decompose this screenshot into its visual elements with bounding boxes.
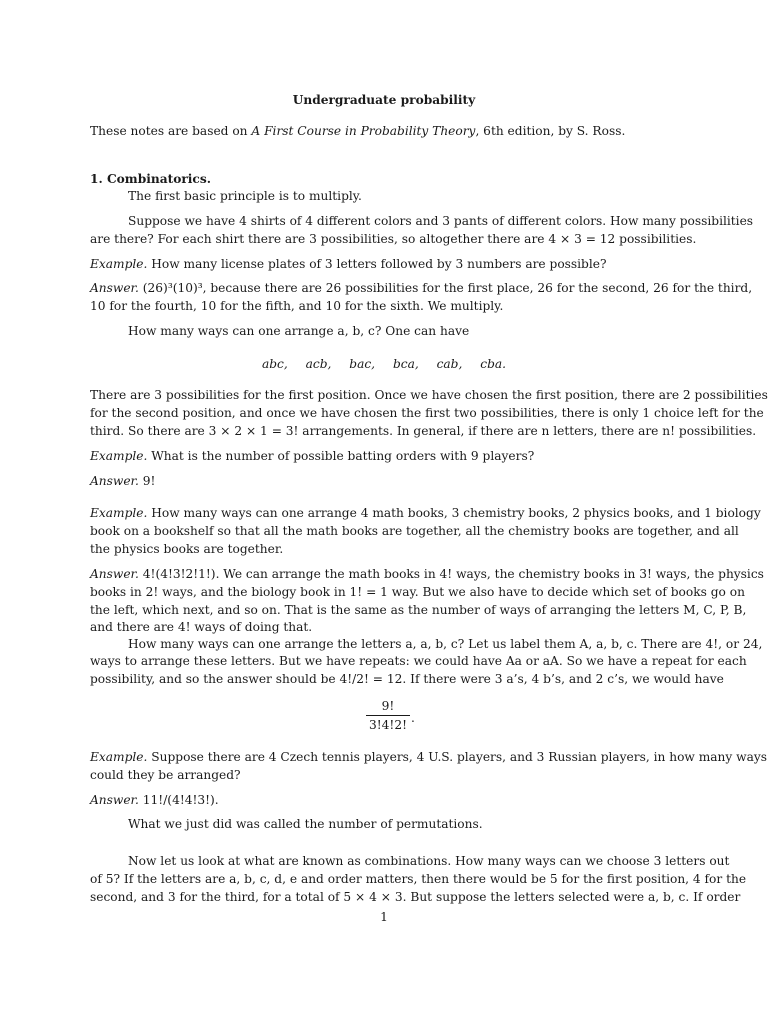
intro-line xyxy=(90,122,680,140)
paragraph-line: could they be arranged? xyxy=(90,768,241,782)
example-label: Example. xyxy=(90,257,148,271)
permutation-item: abc, xyxy=(261,357,288,371)
answer-text: 4!(4!3!2!1!). We can arrange the math books in 4! ways, the chemistry books in 3! ways, the physics xyxy=(138,567,764,581)
permutation-item: bca, xyxy=(392,357,419,371)
intro-before: These notes are based on xyxy=(90,124,252,138)
page-number: 1 xyxy=(380,910,388,924)
fraction xyxy=(366,698,410,733)
permutation-item: acb, xyxy=(305,357,332,371)
paragraph-line: How many ways can one arrange the letters a, a, b, c? Let us label them A, a, b, c. There are 4!, or 24, xyxy=(128,637,763,651)
paragraph-line: The first basic principle is to multiply. xyxy=(128,189,362,203)
paragraph-line: Now let us look at what are known as combinations. How many ways can we choose 3 letters out xyxy=(128,854,730,868)
example-text: What is the number of possible batting orders with 9 players? xyxy=(147,449,535,463)
answer-line xyxy=(90,791,680,809)
paragraph-line: and there are 4! ways of doing that. xyxy=(90,620,313,634)
example-line xyxy=(90,748,767,766)
example-label: Example. xyxy=(90,750,148,764)
fraction-numerator: 9! xyxy=(381,699,395,713)
permutation-item: bac, xyxy=(349,357,376,371)
answer-line xyxy=(90,565,764,583)
intro-after: , 6th edition, by S. Ross. xyxy=(475,124,626,138)
answer-label: Answer. xyxy=(90,793,139,807)
answer-text: 11!/(4!4!3!). xyxy=(138,793,219,807)
paragraph-line: possibility, and so the answer should be 4!/2! = 12. If there were 3 a’s, 4 b’s, and 2 c’s, we would have xyxy=(90,672,724,686)
paragraph-line: are there? For each shirt there are 3 possibilities, so altogether there are 4 × 3 = 12 possibilities. xyxy=(90,232,697,246)
permutation-item: cab, xyxy=(436,357,463,371)
paragraph-line: Suppose we have 4 shirts of 4 different colors and 3 pants of different colors. How many possibilities xyxy=(128,214,754,228)
paragraph-line: second, and 3 for the third, for a total of 5 × 4 × 3. But suppose the letters selected were a, b, c. If order xyxy=(90,890,741,904)
example-text: How many ways can one arrange 4 math books, 3 chemistry books, 2 physics books, and 1 biology xyxy=(147,506,761,520)
example-label: Example. xyxy=(90,449,148,463)
answer-text: 9! xyxy=(138,474,156,488)
answer-text: (26)³(10)³, because there are 26 possibilities for the first place, 26 for the second, 26 for the third, xyxy=(138,281,753,295)
example-line xyxy=(90,447,680,465)
paragraph-line: book on a bookshelf so that all the math books are together, all the chemistry books are together, and all xyxy=(90,524,739,538)
answer-label: Answer. xyxy=(90,281,139,295)
paragraph-line: What we just did was called the number of permutations. xyxy=(128,817,483,831)
paragraph-line: ways to arrange these letters. But we have repeats: we could have Aa or aA. So we have a repeat for each xyxy=(90,654,747,668)
permutation-list xyxy=(0,355,768,373)
example-label: Example. xyxy=(90,506,148,520)
paragraph-line: the left, which next, and so on. That is the same as the number of ways of arranging the letters M, C, P, B, xyxy=(90,603,747,617)
answer-line xyxy=(90,472,680,490)
answer-label: Answer. xyxy=(90,567,139,581)
permutation-item: cba. xyxy=(480,357,507,371)
paragraph-line: books in 2! ways, and the biology book in 1! = 1 way. But we also have to decide which set of books go on xyxy=(90,585,745,599)
example-text: How many license plates of 3 letters followed by 3 numbers are possible? xyxy=(147,257,607,271)
section-heading: 1. Combinatorics. xyxy=(90,172,211,186)
example-line xyxy=(90,504,761,522)
answer-label: Answer. xyxy=(90,474,139,488)
fraction-bar xyxy=(366,715,410,716)
example-text: Suppose there are 4 Czech tennis players, 4 U.S. players, and 3 Russian players, in how many ways xyxy=(147,750,767,764)
paragraph-line: 10 for the fourth, 10 for the fifth, and 10 for the sixth. We multiply. xyxy=(90,299,504,313)
fraction-period: . xyxy=(411,711,415,725)
paragraph-line: the physics books are together. xyxy=(90,542,284,556)
page-title: Undergraduate probability xyxy=(292,93,476,107)
paragraph-line: of 5? If the letters are a, b, c, d, e and order matters, then there would be 5 for the first position, 4 for the xyxy=(90,872,747,886)
paragraph-line: third. So there are 3 × 2 × 1 = 3! arrangements. In general, if there are n letters, there are n! possibilities. xyxy=(90,424,757,438)
example-line xyxy=(90,255,680,273)
answer-line xyxy=(90,279,753,297)
paragraph-line: for the second position, and once we have chosen the first two possibilities, there is only 1 choice left for the xyxy=(90,406,764,420)
paragraph-line: There are 3 possibilities for the first position. Once we have chosen the first position, there are 2 possibilities xyxy=(90,388,768,402)
fraction-denominator: 3!4!2! xyxy=(369,718,407,732)
book-title: A First Course in Probability Theory xyxy=(251,124,476,138)
paragraph-line: How many ways can one arrange a, b, c? One can have xyxy=(128,324,470,338)
